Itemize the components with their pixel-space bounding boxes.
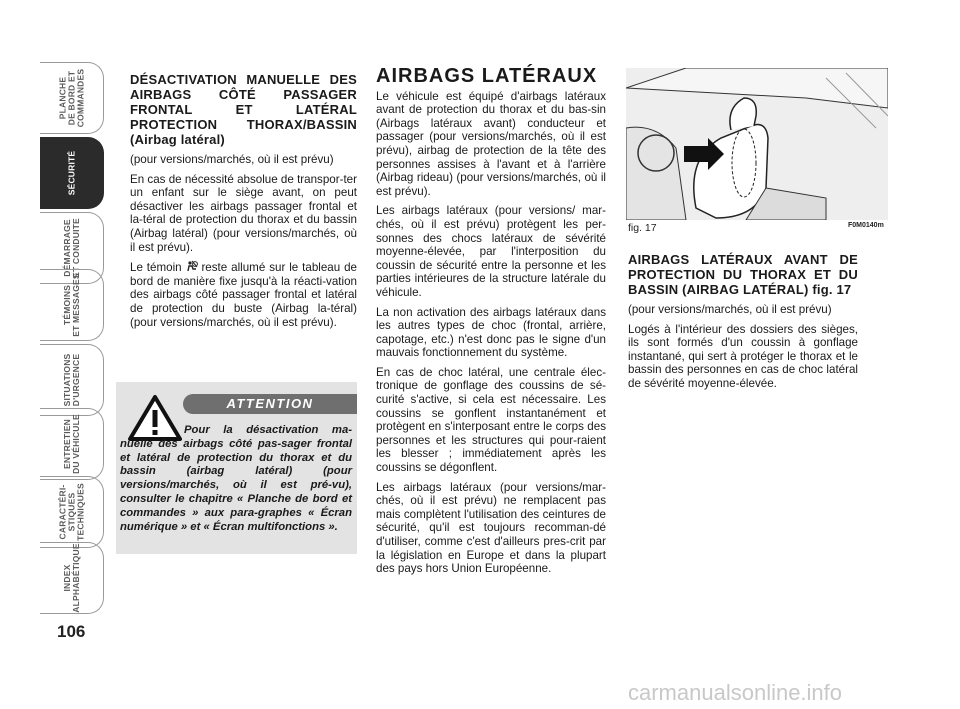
paragraph: Logés à l'intérieur des dossiers des sièges, ils sont formés d'un coussin à gonflage instantané, qui sert à protéger le thorax et le bassin des personnes en cas de choc latéral de sévérité moyenne-élevée. <box>628 322 858 390</box>
right-column <box>628 252 858 397</box>
paragraph: En cas de choc latéral, une centrale élec-tronique de gonflage des coussins de sé-curité s'active, si cela est nécessaire. Les coussins se gonflent instantanément et protègent en s'interposant entre le corps des personnes et les structures qui pour-raient les blesser ; immédiatement après les coussins se dégonflent. <box>376 365 606 475</box>
text-run: reste allumé sur le tableau de bord de manière fixe jusqu'à la réacti-vation des airbags côté passager frontal et latéral de protection du buste (Airbag la-téral) (pour versions/marchés, où il est prévu). <box>130 261 357 329</box>
tab-label: INDEX ALPHABÉTIQUE <box>61 543 81 613</box>
paragraph: En cas de nécessité absolue de transpor-ter un enfant sur le siège avant, on peut désactiver les airbags passager frontal et la-téral de protection du thorax et du bassin (Airbag latéral) (pour versions/marchés, où il est prévu). <box>130 172 357 254</box>
tab-label: CARACTÉRI- STIQUES TECHNIQUES <box>57 483 85 541</box>
tab-temoins[interactable] <box>40 269 104 341</box>
paragraph: Le véhicule est équipé d'airbags latéraux avant de protection du thorax et du bas-sin (Airbags latéraux avant) conducteur et passager (pour versions/marchés, où il est prévu), airbag de protection de la tête des personnes assises à l'avant et à l'arrière (Airbag rideau) (pour versions/marchés, où il est prévu). <box>376 89 606 198</box>
seat-illustration <box>626 68 888 220</box>
paragraph: Les airbags latéraux (pour versions/ mar-chés, où il est prévu) protègent les per-sonnes des chocs latéraux de sévérité moyenne-élevée, par l'interposition du coussin de sécurité entre la personne et les parties intérieures de la structure latérale du véhicule. <box>376 204 606 299</box>
paragraph: Les airbags latéraux (pour versions/mar-chés, où il est prévu) ne remplacent pas mais complètent l'utilisation des ceintures de sécurité, qu'il est toujours recomman-dé d'utiliser, comme c'est d'ailleurs pres-crit par la législation en Europe et dans la plupart des pays hors Union Européenne. <box>376 480 606 576</box>
tab-label: ENTRETIEN DU VÉHICULE <box>61 414 81 474</box>
tab-label: DÉMARRAGE ET CONDUITE <box>61 218 81 278</box>
figure-caption: fig. 17 <box>628 222 657 234</box>
warning-text <box>120 424 352 534</box>
attention-badge: ATTENTION <box>183 394 357 414</box>
tab-label: TÉMOINS ET MESSAGES <box>61 273 81 337</box>
section-subtitle: (pour versions/marchés, où il est prévu) <box>130 153 334 166</box>
watermark: carmanualsonline.info <box>628 680 843 705</box>
section-subtitle: (pour versions/marchés, où il est prévu) <box>628 303 832 316</box>
tab-situations-urgence[interactable] <box>40 344 104 416</box>
tab-index[interactable] <box>40 542 104 614</box>
page-number: 106 <box>57 622 86 641</box>
paragraph <box>130 260 357 329</box>
warning-text-run: Pour la désactivation ma-nuelle des airbags côté pas-sager frontal et latéral de protection du thorax et du bassin (airbag latéral) (pour versions/marchés, où il est pré-vu), consulter le chapitre « Planche de bord et commandes » aux para-graphes « Écran numérique » et « Écran multifonctions ». <box>120 424 352 533</box>
tab-entretien[interactable] <box>40 408 104 480</box>
figure-seat-airbag <box>626 68 888 220</box>
section-heading: DÉSACTIVATION MANUELLE DES AIRBAGS CÔTÉ PASSAGER FRONTAL ET LATÉRAL PROTECTION THORAX/BASSIN (Airbag latéral) <box>130 72 357 147</box>
airbag-off-icon <box>186 260 198 272</box>
section-heading: AIRBAGS LATÉRAUX AVANT DE PROTECTION DU THORAX ET DU BASSIN (AIRBAG LATÉRAL) fig. 17 <box>628 252 858 297</box>
middle-column <box>376 65 606 582</box>
page-title: AIRBAGS LATÉRAUX <box>376 65 598 87</box>
warning-box <box>116 382 357 554</box>
tab-planche-de-bord[interactable] <box>40 62 104 134</box>
figure-code: F0M0140m <box>848 222 884 229</box>
tab-label: PLANCHE DE BORD ET COMMANDES <box>57 68 85 128</box>
tab-label: SÉCURITÉ <box>66 150 76 196</box>
tab-securite[interactable] <box>40 137 104 209</box>
text-run: Le témoin <box>130 261 186 275</box>
tab-label: SITUATIONS D'URGENCE <box>61 353 81 407</box>
tab-caracteristiques[interactable] <box>40 476 104 548</box>
paragraph: La non activation des airbags latéraux dans les autres types de choc (frontal, arrière, capotage, etc.) n'est donc pas le signe d'un mauvais fonctionnement du système. <box>376 305 606 360</box>
left-column <box>130 72 357 335</box>
